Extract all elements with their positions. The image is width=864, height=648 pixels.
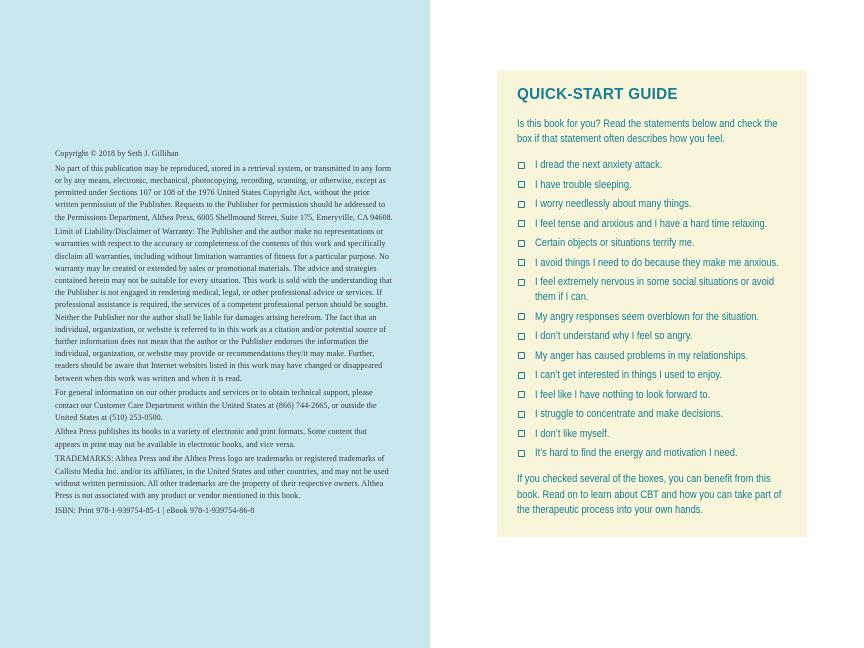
checkbox-icon — [518, 181, 525, 188]
checklist-item — [517, 446, 795, 461]
checklist-item-label: I worry needlessly about many things. — [535, 198, 692, 210]
checkbox-icon — [518, 450, 525, 457]
checkbox-icon — [518, 411, 525, 418]
checklist-item — [517, 427, 795, 442]
outro-text-line: If you checked several of the boxes, you can benefit from this book. Read on to learn about CBT and how you can take part of the therapeutic process into your own hands. — [517, 473, 782, 516]
checklist-item-label: Certain objects or situations terrify me. — [535, 237, 695, 249]
checkbox-icon — [518, 372, 525, 379]
checklist-item — [517, 407, 795, 422]
trademarks-notice: TRADEMARKS: Althea Press and the Althea Press logo are trademarks or registered trademarks of Callisto Media Inc. and/or its affiliates, in the United States and other countries, and may not be used without written permission. All other trademarks are the property of their respective owners. Althea Press is not associated with any product or vendor mentioned in this book. — [55, 454, 389, 500]
isbn-line: ISBN: Print 978-1-939754-85-1 | eBook 978-1-939754-86-8 — [55, 505, 255, 515]
checkbox-icon — [518, 201, 525, 208]
formats-notice: Althea Press publishes its books in a variety of electronic and print formats. Some content that appears in print may not be available in electronic books, and vice versa. — [55, 427, 367, 449]
left-page — [0, 0, 430, 648]
checkbox-icon — [518, 220, 525, 227]
checklist-item-label: I can’t get interested in things I used to enjoy. — [535, 369, 722, 381]
checklist-item-label: I don’t understand why I feel so angry. — [535, 330, 693, 342]
checkbox-icon — [518, 259, 525, 266]
intro-text — [517, 117, 795, 147]
outro-text — [517, 472, 795, 519]
checklist-item-label: I feel like I have nothing to look forward to. — [535, 388, 711, 401]
checklist-item-label: I dread the next anxiety attack. — [535, 159, 663, 171]
checklist-item — [517, 256, 795, 271]
intro-text-line: Is this book for you? Read the statements below and check the box if that statement often describes how you feel. — [517, 118, 778, 145]
checklist-item-label: I avoid things I need to do because they make me anxious. — [535, 256, 779, 269]
checklist-item-label: I feel tense and anxious and I have a hard time relaxing. — [535, 217, 768, 230]
liability-disclaimer: Limit of Liability/Disclaimer of Warranty: The Publisher and the author make no representations or warranties with respect to the accuracy or completeness of the contents of this work and specifically disclaim all warranties, including without limitation warranties of fitness for a particular purpose. No warranty may be created or extended by sales or promotional materials. The advice and strategies contained herein may not be suitable for every situation. This work is sold with the understanding that the Publisher is not engaged in rendering medical, legal, or other professional advice or services. If professional assistance is required, the services of a competent professional person should be sought. Neither the Publisher nor the author shall be liable for damages arising herefrom. The fact that an individual, organization, or website is referred to in this work as a citation and/or potential source of further information does not mean that the author or the Publisher endorses the information the individual, organization, or website may provide or recommendations they/it may make. Further, readers should be aware that Internet websites listed in this work may have changed or disappeared between when this work was written and when it is read. — [55, 227, 392, 383]
checklist-item — [517, 329, 795, 344]
checklist-item — [517, 310, 795, 325]
checklist-item — [517, 158, 795, 173]
customer-care-info: For general information on our other products and services or to obtain technical support, please contact our Customer Care Department within the United States at (866) 744-2665, or outside the United States at (510) 253-0500. — [55, 388, 377, 422]
symptom-checklist — [517, 158, 795, 461]
checkbox-icon — [518, 430, 525, 437]
checklist-item — [517, 236, 795, 251]
right-page — [430, 0, 864, 648]
quick-start-panel — [497, 70, 807, 537]
page-title: QUICK-START GUIDE — [517, 86, 678, 103]
copyright-block — [55, 148, 393, 519]
checklist-item — [517, 388, 795, 403]
checkbox-icon — [518, 162, 525, 169]
checklist-item-label: My angry responses seem overblown for the situation. — [535, 310, 760, 323]
checklist-item — [517, 275, 795, 305]
checklist-item — [517, 217, 795, 232]
checklist-item-label: I don’t like myself. — [535, 427, 610, 440]
checklist-item — [517, 178, 795, 193]
checklist-item-label: I have trouble sleeping. — [535, 178, 632, 191]
copyright-line: Copyright © 2018 by Seth J. Gillihan — [55, 149, 179, 158]
checkbox-icon — [518, 391, 525, 398]
checklist-item — [517, 349, 795, 364]
checklist-item-label: It’s hard to find the energy and motivation I need. — [535, 447, 738, 459]
checkbox-icon — [518, 333, 525, 340]
checklist-item-label: I struggle to concentrate and make decisions. — [535, 408, 724, 420]
checkbox-icon — [518, 279, 525, 286]
checkbox-icon — [518, 313, 525, 320]
checklist-item — [517, 368, 795, 383]
checklist-item-label: My anger has caused problems in my relationships. — [535, 349, 749, 362]
reproduction-notice: No part of this publication may be reproduced, stored in a retrieval system, or transmitted in any form or by any means, electronic, mechanical, photocopying, recording, scanning, or otherwise, except as permitted under Sections 107 or 108 of the 1976 United States Copyright Act, without the prior written permission of the Publisher. Requests to the Publisher for permission should be addressed to the Permissions Department, Althea Press, 6005 Shellmound Street, Suite 175, Emeryville, CA 94608. — [55, 163, 393, 222]
checklist-item-label: I feel extremely nervous in some social situations or avoid them if I can. — [535, 276, 775, 303]
checklist-item — [517, 197, 795, 212]
checkbox-icon — [518, 240, 525, 247]
checkbox-icon — [518, 352, 525, 359]
